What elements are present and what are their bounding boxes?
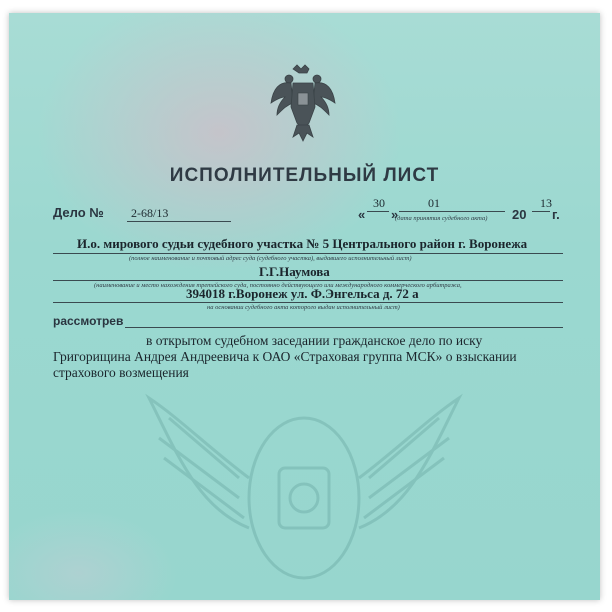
body-line-3: страхового возмещения [53, 365, 189, 380]
date-caption: (дата принятия судебного акта) [395, 215, 488, 222]
case-number: 2-68/13 [131, 206, 169, 220]
court-line-2-underline [53, 280, 563, 281]
date-year-underline [532, 211, 550, 212]
writ-of-execution-sheet [9, 13, 600, 600]
document-title: ИСПОЛНИТЕЛЬНЫЙ ЛИСТ [169, 165, 440, 186]
date-year-prefix: 20 [512, 207, 527, 222]
considered-underline [125, 327, 563, 328]
date-open-quote: « [358, 207, 366, 222]
body-line-2: Григорищина Андрея Андреевича к ОАО «Страховая группа МСК» о взыскании [53, 349, 517, 364]
court-caption-3: на основании судебного акта которого выдан исполнительный лист) [207, 304, 400, 311]
date-month: 01 [428, 196, 440, 210]
body-line-1: в открытом судебном заседании гражданское дело по иску [146, 333, 483, 348]
date-year-unit: г. [552, 207, 560, 222]
case-label: Дело № [53, 205, 104, 220]
court-line-1: И.о. мирового судьи судебного участка № 5 Центрального район г. Воронежа [77, 236, 528, 251]
date-year-suffix: 13 [540, 196, 552, 210]
court-caption-1: (полное наименование и почтовый адрес суда (судебного участка), выдавшего исполнительный лист) [129, 255, 412, 262]
court-caption-2: (наименование и место нахождения третейского суда, постоянно действующего или международного коммерческого арбитража, [94, 282, 462, 289]
eagle-watermark-icon [139, 358, 469, 598]
date-day: 30 [373, 196, 385, 210]
date-close-quote: » [391, 207, 399, 222]
case-number-underline [127, 221, 231, 222]
court-line-3: 394018 г.Воронеж ул. Ф.Энгельса д. 72 а [186, 286, 419, 301]
date-day-underline [367, 211, 389, 212]
considered-label: рассмотрев [53, 314, 124, 328]
court-line-2: Г.Г.Наумова [259, 264, 330, 279]
court-line-1-underline [53, 253, 563, 254]
double-headed-eagle-icon [269, 63, 337, 143]
date-month-underline [399, 211, 505, 212]
court-line-3-underline [53, 302, 563, 303]
